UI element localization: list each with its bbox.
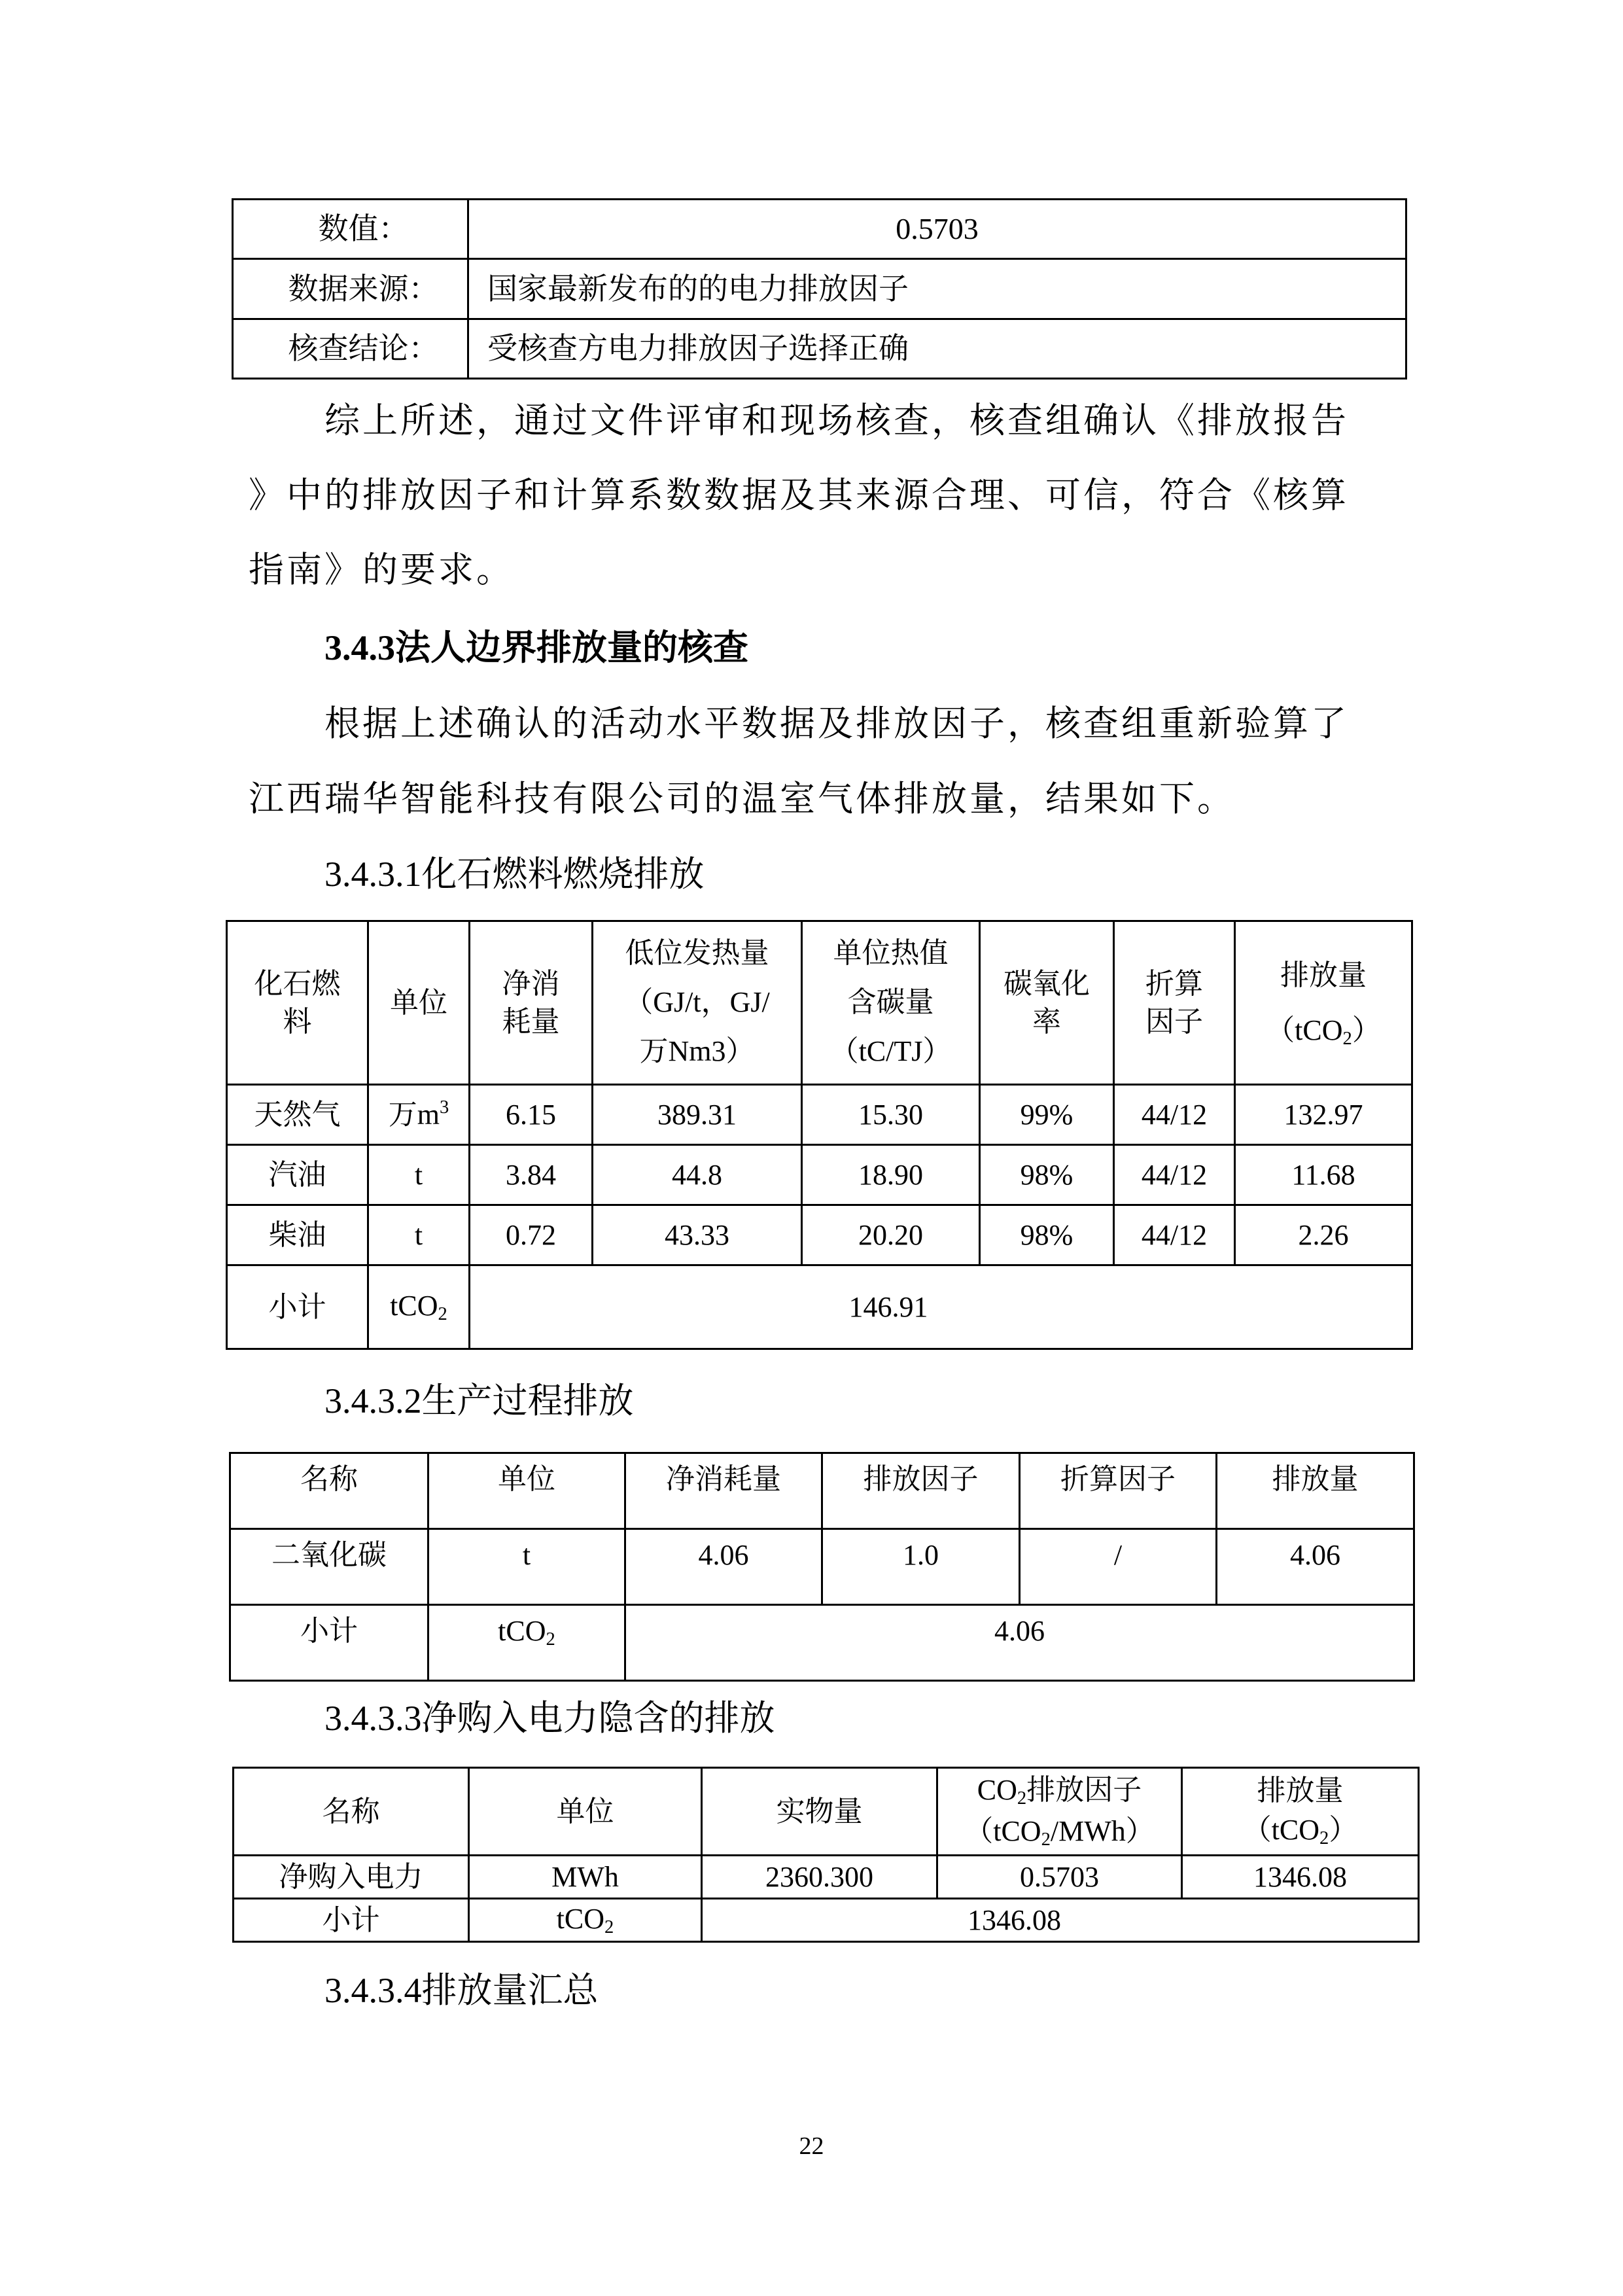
subtotal-row [227,1265,1412,1349]
fuel-conversion: 44/12 [1114,1145,1235,1205]
summary-line-1: 综上所述，通过文件评审和现场核查，核查组确认《排放报告 [324,401,1349,440]
fuel-emission: 11.68 [1235,1145,1412,1205]
header-co2-factor: $CO_2$排放因子 （tCO$_2$/MWh） [937,1768,1182,1856]
emission-factor-table [232,198,1407,380]
fuel-emission: 132.97 [1235,1085,1412,1145]
process-conversion: / [1020,1529,1217,1605]
header-unit: 单位 [428,1453,625,1529]
fuel-name: 天然气 [227,1085,368,1145]
fuel-conversion: 44/12 [1114,1205,1235,1265]
subtotal-unit: tCO$_2$ [428,1605,625,1681]
header-unit: 单位 [469,1768,702,1856]
subtotal-value: 146.91 [470,1265,1412,1349]
header-unit: 单位 [368,921,470,1085]
summary-section-title: 3.4.3.4排放量汇总 [324,1971,599,2010]
header-name: 名称 [234,1768,469,1856]
fuel-consumption: 3.84 [470,1145,593,1205]
electricity-emission: 1346.08 [1182,1856,1419,1899]
fuel-oxidation: 98% [980,1145,1114,1205]
factor-conclusion-value: 受核查方电力排放因子选择正确 [468,319,1406,379]
subtotal-unit: tCO$_2$ [469,1899,702,1942]
process-unit: t [428,1529,625,1605]
header-amount: 实物量 [702,1768,937,1856]
factor-source-label: 数据来源： [233,259,468,319]
page-number: 22 [799,2132,824,2160]
fuel-carbon: 20.20 [802,1205,980,1265]
fuel-carbon: 18.90 [802,1145,980,1205]
summary-line-3: 指南》的要求。 [249,550,514,590]
electricity-title: 3.4.3.3净购入电力隐含的排放 [324,1699,775,1738]
subtotal-unit: tCO$_2$ [368,1265,470,1349]
fuel-unit: t [368,1145,470,1205]
fuel-consumption: 0.72 [470,1205,593,1265]
header-carbon-content: 单位热值 含碳量 （tC/TJ） [802,921,980,1085]
process-name: 二氧化碳 [230,1529,428,1605]
subtotal-label: 小计 [227,1265,368,1349]
factor-label: 数值： [233,200,468,259]
table-row [227,1145,1412,1205]
factor-value: 0.5703 [468,200,1406,259]
electricity-name: 净购入电力 [234,1856,469,1899]
header-emission: 排放量 （tCO$_2$） [1182,1768,1419,1856]
header-emission: 排放量 （tCO$_2$） [1235,921,1412,1085]
header-emission: 排放量 [1217,1453,1414,1529]
electricity-unit: MWh [469,1856,702,1899]
process-factor: 1.0 [822,1529,1020,1605]
subtotal-label: 小计 [234,1899,469,1942]
electricity-table [232,1767,1420,1943]
header-factor: 排放因子 [822,1453,1020,1529]
subtotal-row [230,1605,1414,1681]
factor-conclusion-label: 核查结论： [233,319,468,379]
fuel-oxidation: 98% [980,1205,1114,1265]
fuel-name: 汽油 [227,1145,368,1205]
table-row [230,1529,1414,1605]
fossil-header-row [227,921,1412,1085]
section-title: 3.4.3法人边界排放量的核查 [324,628,748,667]
table-row [227,1085,1412,1145]
fuel-emission: 2.26 [1235,1205,1412,1265]
fuel-ncv: 389.31 [593,1085,802,1145]
header-conversion: 折算因子 [1020,1453,1217,1529]
fuel-conversion: 44/12 [1114,1085,1235,1145]
header-consumption: 净消 耗量 [470,921,593,1085]
subtotal-row [234,1899,1419,1942]
process-header-row [230,1453,1414,1529]
header-consumption: 净消耗量 [625,1453,822,1529]
electricity-header-row [234,1768,1419,1856]
intro-line-1: 根据上述确认的活动水平数据及排放因子，核查组重新验算了 [324,704,1349,743]
fuel-unit: 万$m^3$ [368,1085,470,1145]
process-emission: 4.06 [1217,1529,1414,1605]
subtotal-value: 1346.08 [702,1899,1419,1942]
fossil-fuel-table [226,920,1413,1350]
fuel-name: 柴油 [227,1205,368,1265]
fuel-oxidation: 99% [980,1085,1114,1145]
summary-line-2: 》中的排放因子和计算系数数据及其来源合理、可信，符合《核算 [249,476,1349,515]
header-oxidation: 碳氧化 率 [980,921,1114,1085]
header-ncv: 低位发热量 （GJ/t，GJ/ 万Nm3） [593,921,802,1085]
fuel-unit: t [368,1205,470,1265]
electricity-factor: 0.5703 [937,1856,1182,1899]
intro-line-2: 江西瑞华智能科技有限公司的温室气体排放量，结果如下。 [249,779,1235,819]
fuel-ncv: 44.8 [593,1145,802,1205]
process-table [229,1452,1415,1682]
subtotal-label: 小计 [230,1605,428,1681]
header-conversion: 折算 因子 [1114,921,1235,1085]
fuel-consumption: 6.15 [470,1085,593,1145]
header-fuel: 化石燃 料 [227,921,368,1085]
table-row [234,1856,1419,1899]
fuel-ncv: 43.33 [593,1205,802,1265]
process-title: 3.4.3.2生产过程排放 [324,1381,634,1421]
process-consumption: 4.06 [625,1529,822,1605]
fossil-title: 3.4.3.1化石燃料燃烧排放 [324,855,705,894]
factor-source-value: 国家最新发布的的电力排放因子 [468,259,1406,319]
subtotal-value: 4.06 [625,1605,1414,1681]
table-row [227,1205,1412,1265]
electricity-amount: 2360.300 [702,1856,937,1899]
header-name: 名称 [230,1453,428,1529]
fuel-carbon: 15.30 [802,1085,980,1145]
